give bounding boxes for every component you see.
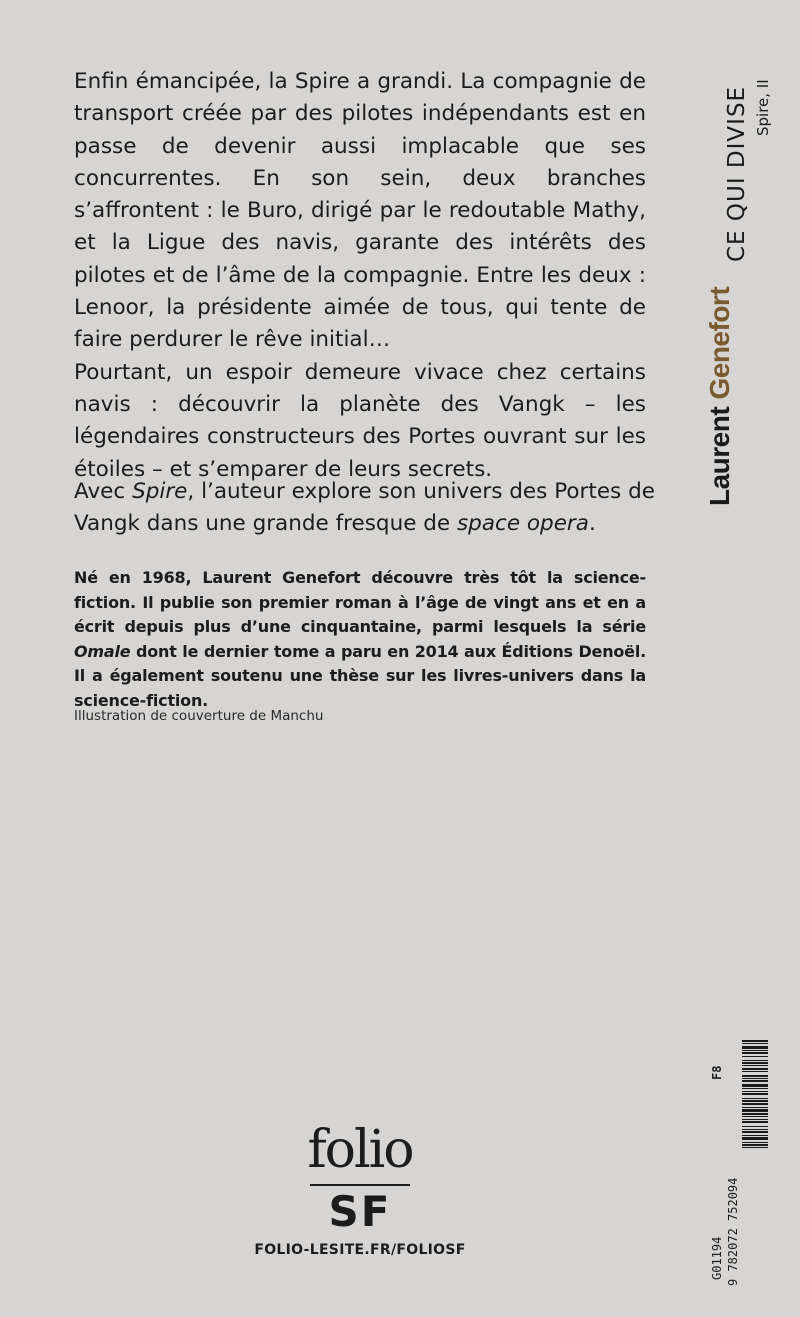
folio-sf-logo [290,1122,430,1234]
barcode-price: F8 [710,1065,724,1080]
summary-text: , l’auteur explore son univers des Portes de Vangk dans une grande fresque de [74,479,655,537]
author-bio [74,566,646,713]
bio-text: Né en 1968, Laurent Genefort découvre très tôt la science-fiction. Il publie son premier roman à l’âge de vingt ans et en a écrit depuis plus d’une cinquantaine, parmi lesquels la série [74,568,646,636]
website-url: FOLIO-LESITE.FR/FOLIOSF [254,1242,466,1258]
summary-italic-title: Spire [132,479,188,504]
barcode-bar [742,1148,768,1150]
spine-text [696,66,776,506]
author-last-name: Genefort [704,286,735,400]
barcode-bars [742,1040,768,1290]
spine-title: CE QUI DIVISE [724,85,750,262]
illustration-credit: Illustration de couverture de Manchu [74,708,324,724]
spine-series: Spire, II [754,79,772,136]
author-first-name: Laurent [704,406,735,506]
series-summary [74,476,674,541]
barcode-code: G01194 [710,1236,724,1280]
back-cover-blurb [74,66,646,486]
summary-italic-genre: space opera [456,511,589,537]
spine-author [704,287,736,506]
barcode-isbn: 9 782072 752094 [726,1177,740,1286]
logo-sf: SF [328,1187,392,1236]
summary-text: Avec [74,479,133,504]
barcode [700,1040,770,1290]
summary-text: . [588,511,596,537]
bio-italic-series: Omale [74,641,131,661]
blurb-paragraph-2: Pourtant, un espoir demeure vivace chez certains navis : découvrir la planète des Vangk – les légendaires constructeurs des Portes ouvrant sur les étoiles – et s’emparer de leurs secrets. [74,359,646,482]
bio-text: dont le dernier tome a paru en 2014 aux Éditions Denoël. Il a également soutenu une thèse sur les livres-univers dans la science-fiction. [74,641,646,710]
logo-folio: folio [307,1120,413,1180]
logo-divider [310,1184,410,1186]
blurb-paragraph-1: Enfin émancipée, la Spire a grandi. La compagnie de transport créée par des pilotes indépendants est en passe de devenir aussi implacable que ses concurrentes. En son sein, deux branches s’affrontent : le Buro, dirigé par le redoutable Mathy, et la Ligue des navis, garante des intérêts des pilotes et de l’âme de la compagnie. Entre les deux : Lenoor, la présidente aimée de tous, qui tente de faire perdurer le rêve initial… [74,69,646,353]
